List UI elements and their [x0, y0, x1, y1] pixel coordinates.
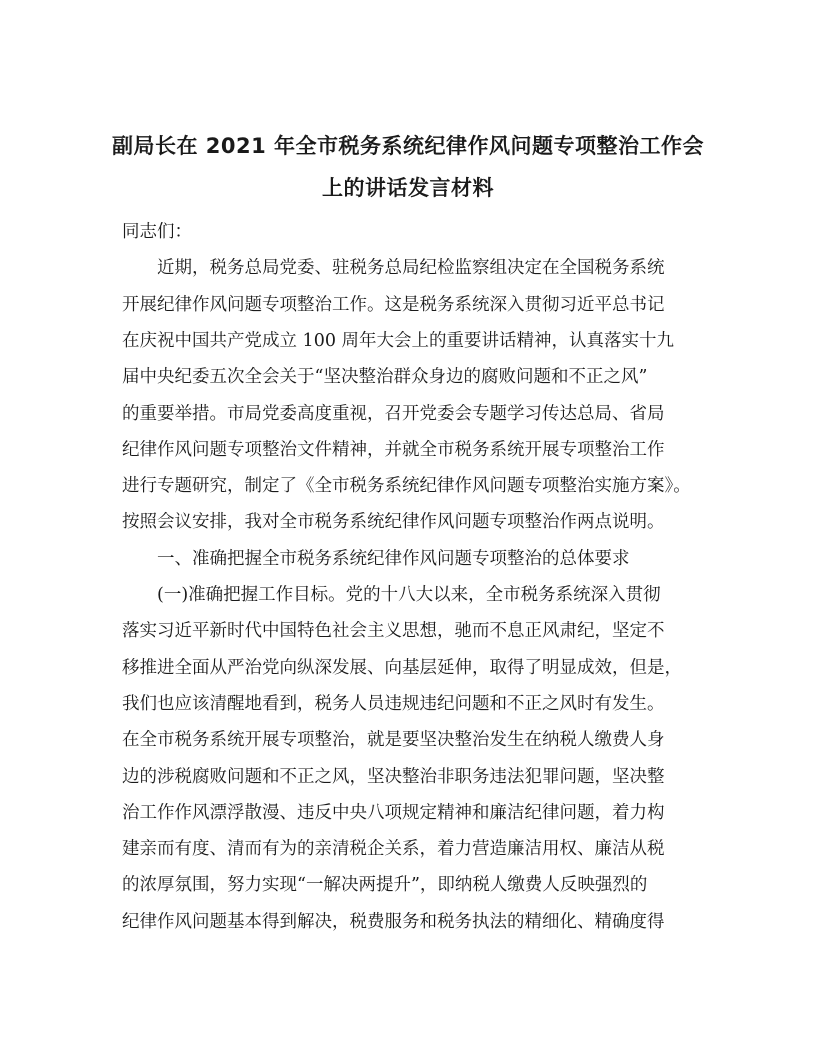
- body-line: 落实习近平新时代中国特色社会主义思想，驰而不息正风肃纪，坚定不: [122, 621, 665, 642]
- body-line: 治工作作风漂浮散漫、违反中央八项规定精神和廉洁纪律问题，着力构: [122, 802, 665, 823]
- body-line: 届中央纪委五次全会关于“坚决整治群众身边的腐败问题和不正之风”: [122, 367, 648, 388]
- body-line: 一、准确把握全市税务系统纪律作风问题专项整治的总体要求: [122, 548, 630, 569]
- document-title-line-2: 上的讲话发言材料: [322, 176, 494, 200]
- body-line: 的重要举措。市局党委高度重视，召开党委会专题学习传达总局、省局: [122, 403, 665, 424]
- body-line: 边的涉税腐败问题和不正之风，坚决整治非职务违法犯罪问题，坚决整: [122, 766, 665, 787]
- body-line: 我们也应该清醒地看到，税务人员违规违纪问题和不正之风时有发生。: [122, 693, 665, 714]
- body-line: 在全市税务系统开展专项整治，就是要坚决整治发生在纳税人缴费人身: [122, 730, 665, 751]
- body-line: 在庆祝中国共产党成立 100 周年大会上的重要讲话精神，认真落实十九: [122, 330, 675, 351]
- body-line: 近期，税务总局党委、驻税务总局纪检监察组决定在全国税务系统: [122, 258, 665, 279]
- body-line: 同志们：: [122, 222, 192, 242]
- body-line: 纪律作风问题专项整治文件精神，并就全市税务系统开展专项整治工作: [122, 439, 665, 460]
- body-line: 纪律作风问题基本得到解决，税费服务和税务执法的精细化、精确度得: [122, 911, 665, 932]
- body-line: 按照会议安排，我对全市税务系统纪律作风问题专项整治作两点说明。: [122, 512, 665, 533]
- body-line: 开展纪律作风问题专项整治工作。这是税务系统深入贯彻习近平总书记: [122, 294, 665, 315]
- body-line: 进行专题研究，制定了《全市税务系统纪律作风问题专项整治实施方案》。: [122, 476, 691, 497]
- document-title-line-1: 副局长在 2021 年全市税务系统纪律作风问题专项整治工作会: [111, 134, 705, 158]
- body-line: 移推进全面从严治党向纵深发展、向基层延伸，取得了明显成效，但是，: [122, 657, 682, 678]
- body-line: 建亲而有度、清而有为的亲清税企关系，着力营造廉洁用权、廉洁从税: [122, 839, 665, 860]
- body-line: (一)准确把握工作目标。党的十八大以来，全市税务系统深入贯彻: [122, 585, 661, 605]
- body-line: 的浓厚氛围，努力实现“一解决两提升”，即纳税人缴费人反映强烈的: [122, 875, 648, 896]
